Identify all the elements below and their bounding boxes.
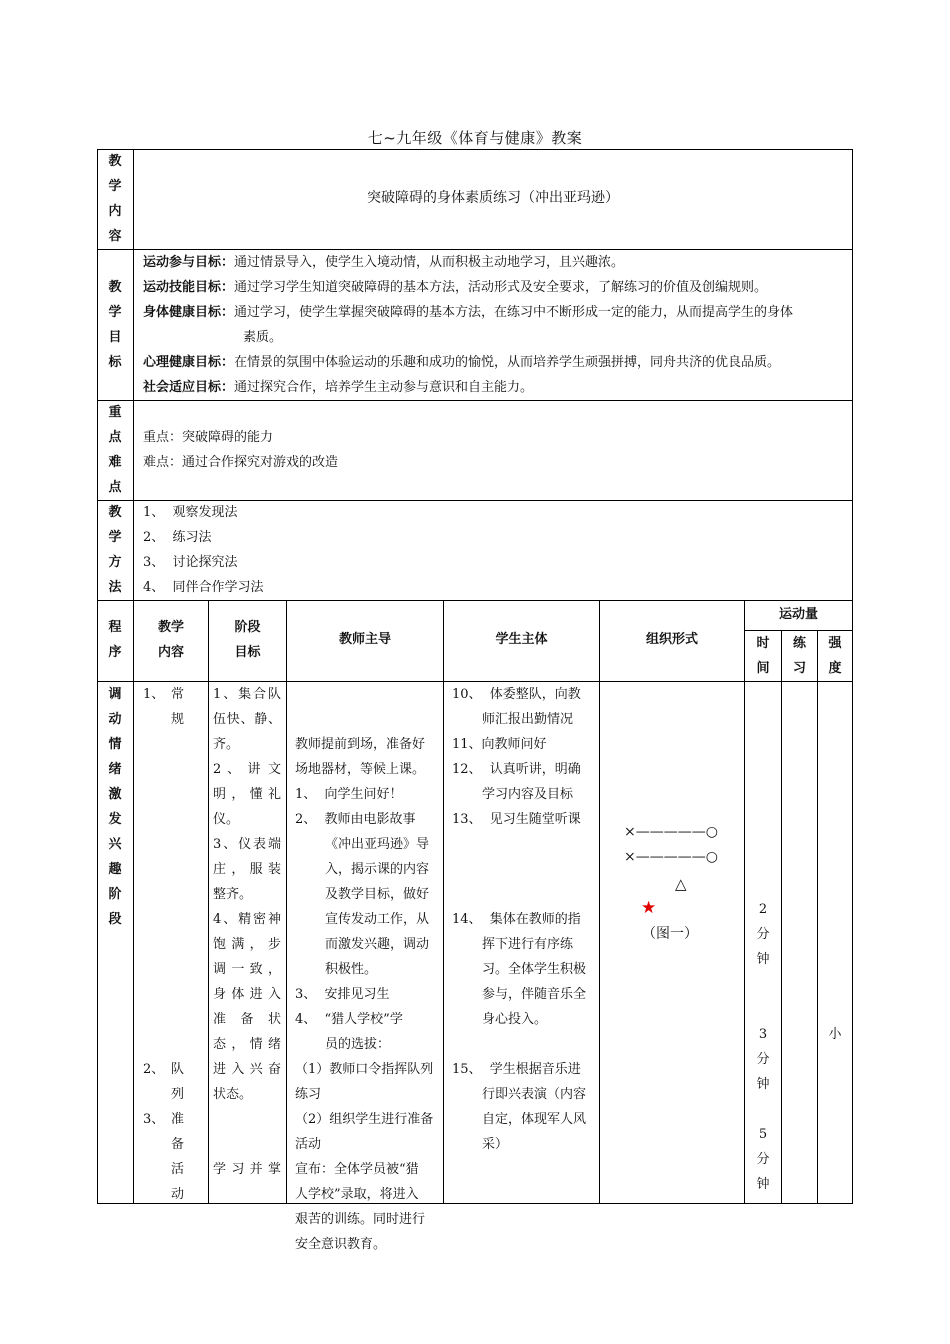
table-line: [852, 149, 853, 1204]
objective-skill: 运动技能目标：通过学习学生知道突破障碍的基本方法，活动形式及安全要求，了解练习的价值及创编规则。: [143, 280, 768, 295]
keypoints-label: 重 点 难 点: [108, 405, 122, 495]
content-item-text: 准 备 活 动: [171, 1112, 185, 1202]
teacher-triangle-icon: △: [675, 875, 687, 893]
figure-caption: （图一）: [642, 926, 698, 942]
content-item-num: 3、: [143, 1112, 165, 1127]
keypoint-focus: 重点：突破障碍的能力: [143, 430, 274, 445]
table-line: [97, 400, 853, 401]
method-item: 3、 讨论探究法: [143, 555, 238, 570]
table-line: [599, 600, 600, 1204]
objective-participation: 运动参与目标：通过情景导入，使学生入境动情，从而积极主动地学习，且兴趣浓。: [143, 255, 625, 270]
table-line: [97, 600, 853, 601]
content-item-num: 1、: [143, 687, 165, 702]
content-item-num: 2、: [143, 1062, 165, 1077]
header-goal: 阶段 目标: [234, 620, 261, 660]
table-line: [781, 630, 782, 1204]
student-activity: 10、 体委整队，向教 师汇报出勤情况 11、向教师问好 12、 认真听讲，明确 学习内容及目标 13、 见习生随堂听课 14、 集体在教师的指 挥下进行有序练 习。全体学生积极 参与，伴随音乐全 身心投入。 15、 学生根据音乐进 行即兴表演（内容 自定，体现军人风 采）: [452, 687, 587, 1152]
header-procedure: 程 序: [108, 620, 122, 660]
formation-row-2: ×—————○: [624, 849, 718, 865]
objective-mental: 心理健康目标：在情景的氛围中体验运动的乐趣和成功的愉悦，从而培养学生顽强拼搏，同舟共济的优良品质。: [143, 355, 781, 370]
header-student: 学生主体: [495, 632, 548, 647]
content-item-text: 常 规: [171, 687, 185, 727]
objective-physical: 身体健康目标：通过学习，使学生掌握突破障碍的基本方法，在练习中不断形成一定的能力，从而提高学生的身体: [143, 305, 794, 320]
table-line: [97, 1203, 853, 1204]
stage-goals: 1、集合队 伍快、静、 齐。 2 、 讲 文 明 ， 懂 礼 仪。 3、仪表端 庄 ， 服 装 整齐。 4、精密神 饱 满 ， 步 调 一 致 ， 身 体 进 入 准 备 状 态 ， 情 绪 进入兴奋 状态。 学 习 并 掌: [213, 687, 281, 1177]
header-content: 教学 内容: [157, 620, 184, 660]
header-teacher: 教师主导: [338, 632, 391, 647]
time-value: 3 分 钟: [756, 1027, 770, 1092]
table-line: [208, 600, 209, 1204]
header-intensity: 强 度: [828, 636, 842, 676]
time-value: 2 分 钟: [756, 902, 770, 967]
content-label: 教 学 内 容: [108, 154, 122, 244]
table-line: [443, 600, 444, 1204]
table-line: [817, 630, 818, 1204]
method-item: 1、 观察发现法: [143, 505, 238, 520]
lesson-plan-table: [97, 149, 853, 1252]
page-title: 七~九年级《体育与健康》教案: [367, 129, 583, 147]
header-organization: 组织形式: [645, 632, 698, 647]
content-item-text: 队 列: [171, 1062, 185, 1102]
time-value: 5 分 钟: [756, 1127, 770, 1192]
header-practice: 练 习: [792, 636, 806, 676]
method-item: 4、 同伴合作学习法: [143, 580, 264, 595]
formation-row-1: ×—————○: [624, 824, 718, 840]
table-line: [286, 600, 287, 1204]
table-line: [97, 149, 853, 150]
star-icon: ★: [641, 898, 657, 918]
stage-name: 调 动 情 绪 激 发 兴 趣 阶 段: [108, 687, 122, 927]
teacher-guidance: 教师提前到场，准备好 场地器材，等候上课。 1、 向学生问好！ 2、 教师由电影故事 《冲出亚玛逊》导 入，揭示课的内容 及教学目标，做好 宣传发动工作，从 而激发兴趣，调动 积极性。 3、 安排见习生 4、 “猎人学校”学 员的选拔： （1）教师口令指挥队列 练习 （2）组织学生进行准备 活动 宣布：全体学员被“猎 人学校”录取，将进入 艰苦的训练。同时进行 安全意识教育。: [295, 737, 434, 1252]
objective-social: 社会适应目标：通过探究合作，培养学生主动参与意识和自主能力。: [143, 380, 534, 395]
method-item: 2、 练习法: [143, 530, 212, 545]
header-load: 运动量: [778, 607, 818, 622]
objective-physical-cont: 素质。: [243, 330, 283, 345]
header-time: 时 间: [756, 636, 770, 676]
objectives-label: 教 学 目 标: [108, 280, 122, 370]
keypoint-difficulty: 难点：通过合作探究对游戏的改造: [143, 455, 339, 470]
table-line: [133, 149, 134, 1204]
content-title: 突破障碍的身体素质练习（冲出亚玛逊）: [367, 190, 619, 206]
intensity-value: 小: [828, 1027, 842, 1042]
methods-label: 教 学 方 法: [108, 505, 122, 595]
